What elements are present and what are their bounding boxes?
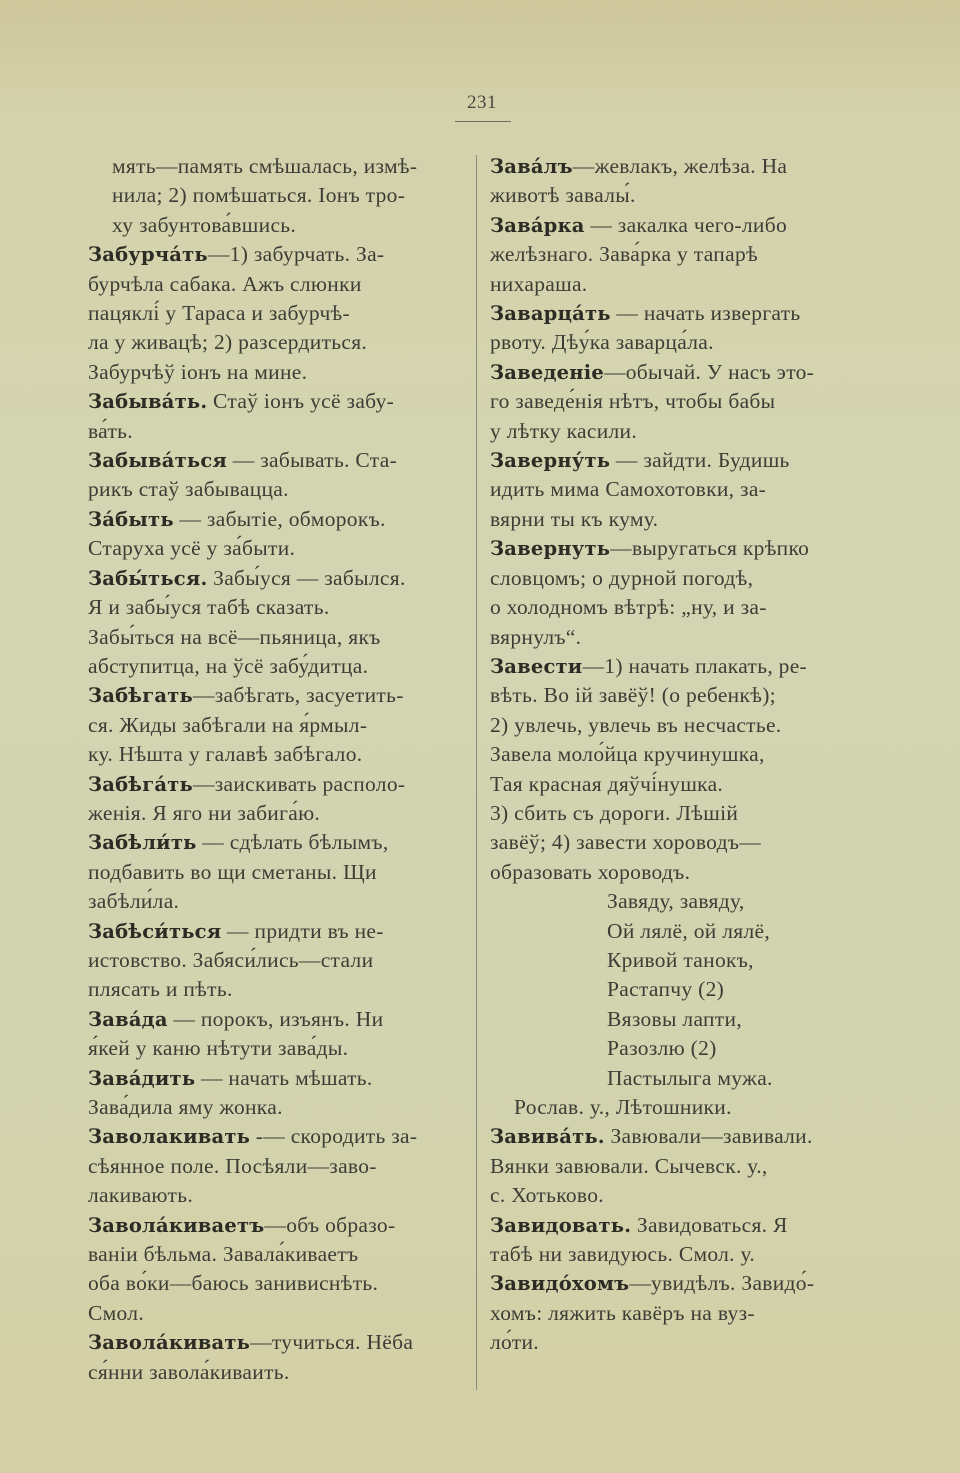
- dictionary-entry: [490, 299, 866, 358]
- entry-text-line: — забытіе, обморокъ.: [173, 506, 386, 531]
- verse-line: Кривой танокъ,: [607, 947, 754, 972]
- entry-text-line: рвоту. Дѣу́ка заварца́ла.: [490, 330, 714, 355]
- verse-source-note: Рослав. у., Лѣтошники.: [514, 1095, 732, 1119]
- entry-text-line: Я и забы́уся табѣ сказать.: [88, 595, 330, 620]
- headword: Забѣгать: [88, 684, 193, 708]
- dictionary-entry: [88, 1064, 466, 1123]
- dictionary-entry: [88, 240, 466, 387]
- dictionary-entry: [490, 1211, 866, 1270]
- entry-text-line: идить мима Самохотовки, за-: [490, 477, 767, 502]
- entry-text-line: — придти въ не-: [221, 918, 384, 943]
- entry-text-line: плясать и пѣть.: [88, 977, 233, 1002]
- entry-text-line: -— скородить за-: [250, 1124, 418, 1149]
- entry-text-line: — порокъ, изъянъ. Ни: [167, 1006, 384, 1031]
- entry-text-line: Смол.: [88, 1300, 145, 1325]
- headword: Зава́дить: [88, 1066, 196, 1090]
- headword: За́быть: [88, 507, 174, 531]
- entry-text-line: животѣ завалы́.: [490, 183, 636, 208]
- entry-text-line: ло́ти.: [490, 1330, 539, 1355]
- entry-text-line: —обычай. У насъ это-: [603, 359, 815, 384]
- entry-text-line: 2) увлечь, увлечь въ несчастье.: [490, 712, 782, 737]
- entry-text-line: — сдѣлать бѣлымъ,: [196, 830, 389, 855]
- entry-text-line: —объ образо-: [264, 1212, 396, 1237]
- entry-text-line: желѣзнаго. Зава́рка у тапарѣ: [490, 242, 758, 267]
- dictionary-entry: [88, 387, 466, 446]
- entry-text-line: ся. Жиды забѣгали на я́рмыл-: [88, 712, 368, 737]
- dictionary-entry: [88, 1328, 466, 1387]
- entry-text-line: истовство. Забяси́лись—стали: [88, 947, 374, 972]
- dictionary-entry: [490, 1122, 866, 1210]
- left-column: [88, 152, 466, 1387]
- entry-text-line: ху забунтова́вшись.: [112, 212, 297, 237]
- headword: Забыва́ться: [88, 449, 228, 473]
- entry-text-line: Завидоваться. Я: [631, 1212, 788, 1237]
- verse-line: Ой лялё, ой лялё,: [607, 918, 771, 943]
- entry-text-line: хомъ: ляжить кавёръ на вуз-: [490, 1300, 755, 1325]
- dictionary-entry: [490, 652, 866, 887]
- entry-text-line: — начать мѣшать.: [195, 1065, 373, 1090]
- entry-text-line: Завела моло́йца кручинушка,: [490, 742, 765, 767]
- verse-line: Растапчу (2): [607, 977, 725, 1002]
- dictionary-entry: [88, 564, 466, 682]
- dictionary-entry: [490, 446, 866, 534]
- entry-text-line: —тучиться. Нёба: [250, 1330, 414, 1355]
- entry-text-line: Забурчѣў іонъ на мине.: [88, 359, 308, 384]
- dictionary-entry: [88, 1122, 466, 1210]
- dictionary-entry: [88, 446, 466, 505]
- entry-text-line: Стаў іонъ усё забу-: [207, 389, 395, 414]
- headword: Забыва́ть.: [88, 390, 208, 414]
- entry-text-line: Вянки завювали. Сычевск. у.,: [490, 1153, 768, 1178]
- entry-text-line: —1) забурчать. За-: [207, 242, 385, 267]
- entry-text-line: вѣть. Во ій завёў! (о ребенкѣ);: [490, 683, 776, 708]
- dictionary-entry: [88, 1211, 466, 1329]
- entry-text-line: —увидѣлъ. Завидо́-: [629, 1271, 815, 1296]
- dictionary-entry: [490, 358, 866, 446]
- right-column: [490, 152, 866, 1358]
- headword: Заварца́ть: [490, 302, 611, 326]
- entry-text-line: абступитца, на ўсё забу́дитца.: [88, 653, 369, 678]
- entry-text-line: вярни ты къ куму.: [490, 506, 659, 531]
- entry-text-line: Тая красная дяўчі́нушка.: [490, 771, 724, 796]
- headword: Забурча́ть: [88, 243, 208, 267]
- entry-text-line: Зава́дила яму жонка.: [88, 1095, 283, 1119]
- entry-text-line: о холодномъ вѣтрѣ: „ну, и за-: [490, 595, 767, 620]
- entry-text-line: табѣ ни завидуюсь. Смол. у.: [490, 1242, 756, 1267]
- entry-text-line: ку. Нѣшта у галавѣ забѣгало.: [88, 742, 363, 767]
- entry-text-line: — начать извергать: [610, 301, 801, 326]
- entry-text-line: ся́нни завола́киваить.: [88, 1359, 290, 1384]
- entry-text-line: лакивають.: [88, 1183, 193, 1208]
- entry-text-line: образовать хороводъ.: [490, 859, 691, 884]
- entry-text-line: подбавить во щи сметаны. Щи: [88, 859, 377, 884]
- entry-text-line: у лѣтку касили.: [490, 418, 638, 443]
- dictionary-entry: [88, 505, 466, 564]
- page-number: 231: [467, 92, 497, 113]
- dictionary-entry: [88, 152, 466, 240]
- dictionary-entry: [490, 1269, 866, 1357]
- page-number-rule: [455, 121, 511, 122]
- dictionary-entry: [490, 534, 866, 652]
- headword: Зава́рка: [490, 213, 585, 237]
- entry-text-line: Забы́уся — забылся.: [207, 565, 406, 590]
- entry-text-line: ла у живацѣ; 2) разсердиться.: [88, 330, 368, 355]
- dictionary-entry: [490, 152, 866, 211]
- headword: Зава́да: [88, 1007, 168, 1031]
- entry-text-line: женія. Я яго ни забига́ю.: [88, 800, 321, 825]
- entry-text-line: Забы́ться на всё—пьяница, якъ: [88, 624, 381, 649]
- entry-text-line: го заведе́нія нѣтъ, чтобы бабы: [490, 389, 776, 414]
- entry-text-line: —выругаться крѣпко: [610, 536, 810, 561]
- entry-text-line: с. Хотьково.: [490, 1183, 604, 1208]
- entry-text-line: мять—память смѣшалась, измѣ-: [112, 154, 418, 178]
- dictionary-entry: [490, 211, 866, 299]
- headword: Заведеніе: [490, 360, 604, 384]
- entry-text-line: забѣли́ла.: [88, 889, 180, 914]
- headword: Завернуть: [490, 537, 611, 561]
- entry-text-line: 3) сбить съ дороги. Лѣшій: [490, 800, 739, 825]
- headword: Заверну́ть: [490, 449, 611, 473]
- entry-text-line: завёў; 4) завести хороводъ—: [490, 830, 762, 855]
- entry-text-line: — закалка чего-либо: [584, 212, 788, 237]
- headword: Завола́киваетъ: [88, 1213, 265, 1237]
- verse-line: Завяду, завяду,: [607, 889, 745, 914]
- entry-text-line: сѣянное поле. Посѣяли—заво-: [88, 1153, 377, 1178]
- entry-text-line: Завювали—завивали.: [604, 1124, 813, 1149]
- headword: Заволакивать: [88, 1125, 251, 1149]
- entry-text-line: Старуха усё у за́быти.: [88, 536, 296, 561]
- dictionary-entry: [88, 828, 466, 916]
- headword: Завола́кивать: [88, 1331, 251, 1355]
- entry-text-line: ваніи бѣльма. Завала́киваетъ: [88, 1242, 359, 1267]
- entry-text-line: вярнулъ“.: [490, 624, 582, 649]
- entry-text-line: бурчѣла сабака. Ажъ слюнки: [88, 271, 362, 296]
- entry-text-line: словцомъ; о дурной погодѣ,: [490, 565, 754, 590]
- headword: Завидовать.: [490, 1213, 632, 1237]
- entry-text-line: оба во́ки—баюсь занивиснѣть.: [88, 1271, 379, 1296]
- dictionary-entry: [88, 681, 466, 769]
- headword: Завидо́хомъ: [490, 1272, 630, 1296]
- verse-line: Вязовы лапти,: [607, 1006, 742, 1031]
- dictionary-entry: [88, 770, 466, 829]
- entry-text-line: —заискивать располо-: [192, 771, 406, 796]
- headword: Забѣси́ться: [88, 919, 222, 943]
- entry-text-line: я́кей у каню нѣтути зава́ды.: [88, 1036, 349, 1061]
- entry-text-line: — зайдти. Будишь: [610, 448, 790, 473]
- dictionary-entry: [88, 1005, 466, 1064]
- verse-line: Пастылыга мужа.: [607, 1065, 773, 1090]
- entry-text-line: —забѣгать, засуетить-: [192, 683, 404, 708]
- verse-line: Разозлю (2): [607, 1036, 717, 1061]
- entry-text-line: нихараша.: [490, 271, 588, 296]
- headword: Забѣли́ть: [88, 831, 197, 855]
- column-divider: [476, 155, 477, 1390]
- entry-text-line: пацяклі́ у Тараса и забурчѣ-: [88, 301, 350, 326]
- entry-text-line: —1) начать плакать, ре-: [582, 653, 808, 678]
- headword: Забѣга́ть: [88, 772, 193, 796]
- dictionary-entry: [88, 917, 466, 1005]
- headword: Завива́ть.: [490, 1125, 605, 1149]
- entry-text-line: нила; 2) помѣшаться. Іонъ тро-: [112, 183, 406, 208]
- headword: Забы́ться.: [88, 566, 208, 590]
- headword: Завести: [490, 654, 583, 678]
- headword: Зава́лъ: [490, 155, 573, 178]
- entry-text-line: — забывать. Ста-: [227, 448, 398, 473]
- entry-text-line: рикъ стаў забывацца.: [88, 477, 289, 502]
- entry-text-line: ва́ть.: [88, 418, 133, 443]
- entry-text-line: —жевлакъ, желѣза. На: [572, 154, 788, 178]
